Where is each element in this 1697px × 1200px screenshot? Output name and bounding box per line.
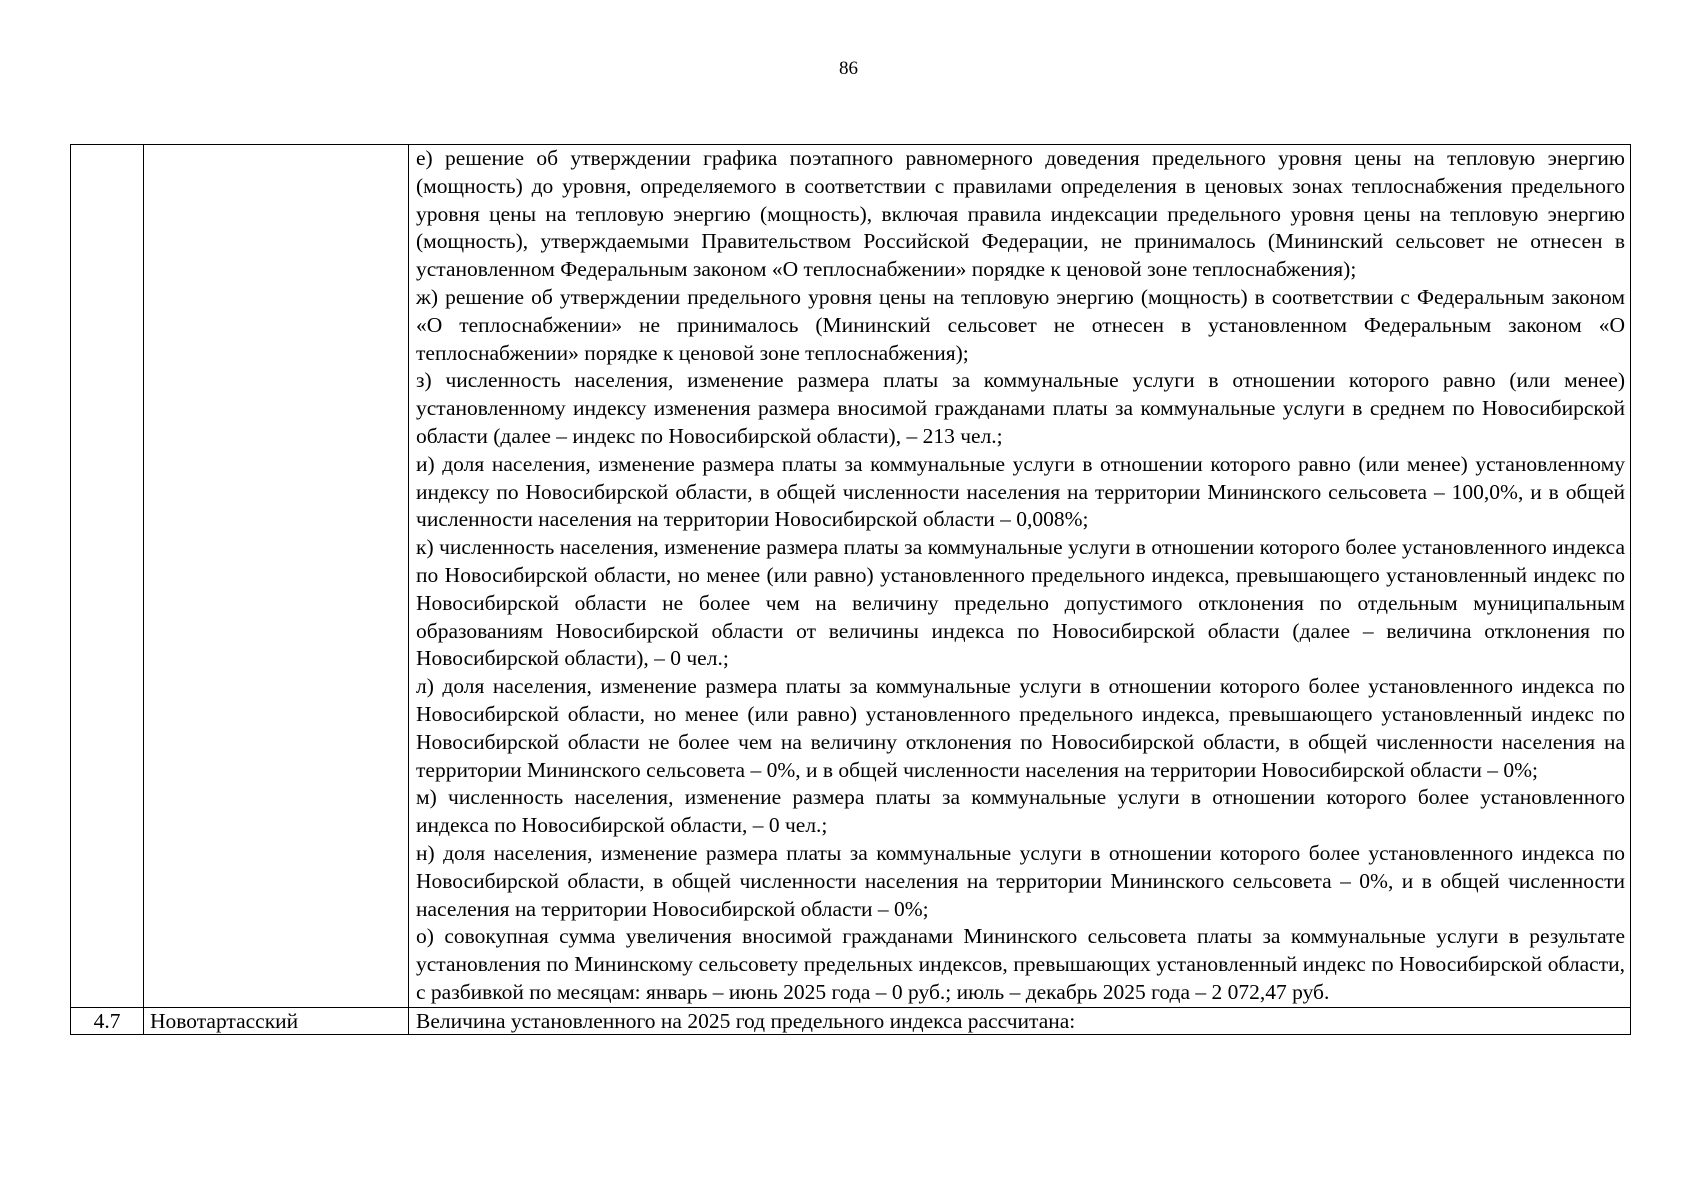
paragraph-o: о) совокупная сумма увеличения вносимой гражданами Мининского сельсовета платы за коммунальные услуги в результате установления по Мининскому сельсовету предельных индексов, превышающих установленный индекс по Новосибирской области, с разбивкой по месяцам: январь – июнь 2025 года – 0 руб.; июль – декабрь 2025 года – 2 072,47 руб. [416, 924, 1625, 1004]
table-row [71, 145, 1631, 1008]
municipality-name-cell: Новотартасский [144, 1007, 409, 1034]
paragraph-z: з) численность населения, изменение размера платы за коммунальные услуги в отношении которого равно (или менее) установленному индексу изменения размера вносимой гражданами платы за коммунальные услуги в среднем по Новосибирской области (далее – индекс по Новосибирской области), – 213 чел.; [416, 368, 1625, 448]
description-cell [409, 145, 1631, 1008]
paragraph-m: м) численность населения, изменение размера платы за коммунальные услуги в отношении которого более установленного индекса по Новосибирской области, – 0 чел.; [416, 785, 1625, 838]
paragraph-k: к) численность населения, изменение размера платы за коммунальные услуги в отношении которого более установленного индекса по Новосибирской области, но менее (или равно) установленного предельного индекса, превышающего установленный индекс по Новосибирской области не более чем на величину предельно допустимого отклонения по отдельным муниципальным образованиям Новосибирской области от величины индекса по Новосибирской области (далее – величина отклонения по Новосибирской области), – 0 чел.; [416, 535, 1625, 671]
row-number-cell: 4.7 [71, 1007, 144, 1034]
paragraph-l: л) доля населения, изменение размера платы за коммунальные услуги в отношении которого более установленного индекса по Новосибирской области, но менее (или равно) установленного предельного индекса, превышающего установленный индекс по Новосибирской области не более чем на величину отклонения по Новосибирской области, в общей численности населения на территории Мининского сельсовета – 0%, и в общей численности населения на территории Новосибирской области – 0%; [416, 674, 1625, 782]
description-cell: Величина установленного на 2025 год предельного индекса рассчитана: [409, 1007, 1631, 1034]
row-number-cell [71, 145, 144, 1008]
table-row [71, 1007, 1631, 1034]
municipal-index-table [70, 144, 1631, 1035]
page-number: 86 [839, 58, 858, 79]
paragraph-zh: ж) решение об утверждении предельного уровня цены на тепловую энергию (мощность) в соответствии с Федеральным законом «О теплоснабжении» не принималось (Мининский сельсовет не отнесен в установленном Федеральным законом «О теплоснабжении» порядке к ценовой зоне теплоснабжения); [416, 284, 1625, 365]
paragraph-i: и) доля населения, изменение размера платы за коммунальные услуги в отношении которого равно (или менее) установленному индексу по Новосибирской области, в общей численности населения на территории Мининского сельсовета – 100,0%, и в общей численности населения на территории Новосибирской области – 0,008%; [416, 451, 1625, 532]
municipality-name-cell [144, 145, 409, 1008]
paragraph-n: н) доля населения, изменение размера платы за коммунальные услуги в отношении которого более установленного индекса по Новосибирской области, в общей численности населения на территории Мининского сельсовета – 0%, и в общей численности населения на территории Новосибирской области – 0%; [416, 840, 1625, 921]
paragraph-e: е) решение об утверждении графика поэтапного равномерного доведения предельного уровня цены на тепловую энергию (мощность) до уровня, определяемого в соответствии с правилами определения в ценовых зонах теплоснабжения предельного уровня цены на тепловую энергию (мощность), включая правила индексации предельного уровня цены на тепловую энергию (мощность), утверждаемыми Правительством Российской Федерации, не принималось (Мининский сельсовет не отнесен в установленном Федеральным законом «О теплоснабжении» порядке к ценовой зоне теплоснабжения); [416, 146, 1625, 282]
